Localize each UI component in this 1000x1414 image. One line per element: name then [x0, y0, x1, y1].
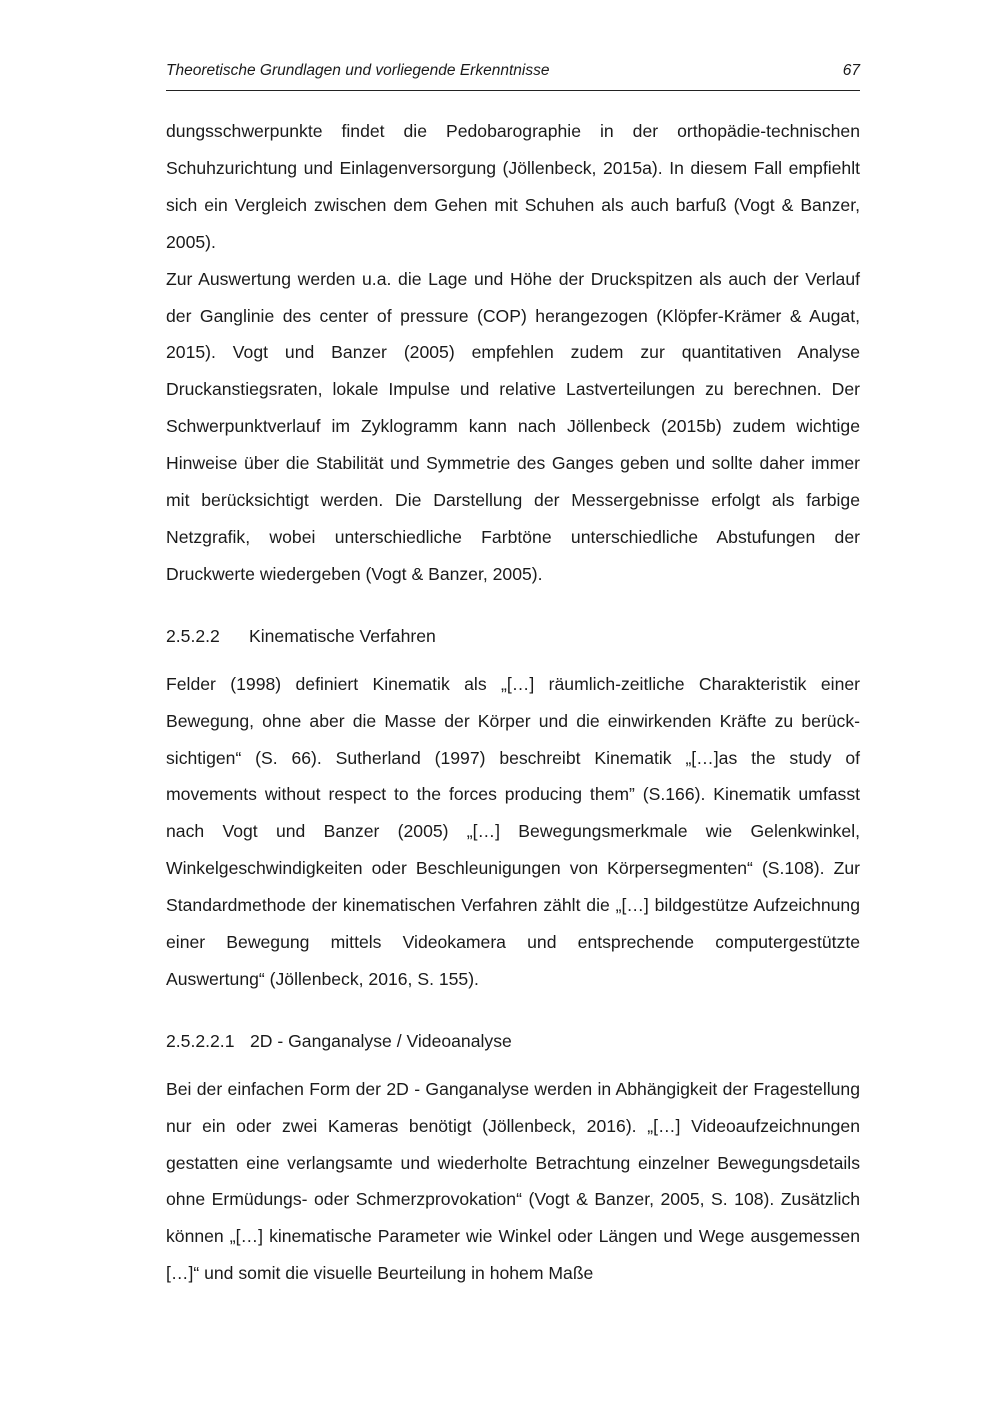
- running-header-title: Theoretische Grundlagen und vorliegende Erkenntnisse: [166, 62, 550, 79]
- paragraph-pedobarographie: dungsschwerpunkte findet die Pedobarographie in der orthopädie-technischen Schuhzurichtung und Einlagenversorgung (Jöllenbeck, 2015a). In diesem Fall empfiehlt sich ein Vergleich zwischen dem Gehen mit Schuhen als auch barfuß (Vogt & Banzer, 2005).: [166, 121, 860, 252]
- subsection-title: 2D - Ganganalyse / Videoanalyse: [250, 1030, 512, 1051]
- paragraph-kinematik-definition: Felder (1998) definiert Kinematik als „[…] räumlich-zeitliche Charakteristik einer Bewegung, ohne aber die Masse der Körper und die einwirkenden Kräfte zu berücksichtigen“ (S. 66). Sutherland (1997) beschreibt Kinematik „[…]as the study of movements without respect to the forces producing them” (S.166). Kinematik umfasst nach Vogt und Banzer (2005) „[…] Bewegungsmerkmale wie Gelenkwinkel, Winkelgeschwindigkeiten oder Beschleunigungen von Körpersegmenten“ (S.108). Zur Standardmethode der kinematischen Verfahren zählt die „[…] bildgestütze Aufzeichnung einer Bewegung mittels Videokamera und entsprechende computergestützte Auswertung“ (Jöllenbeck, 2016, S. 155).: [166, 673, 860, 989]
- section-heading-kinematische-verfahren: [166, 618, 860, 655]
- section-heading-2d-ganganalyse: [166, 1023, 860, 1060]
- section-number: 2.5.2.2: [166, 625, 220, 646]
- page-header: [166, 58, 860, 91]
- paragraph-2d-ganganalyse: Bei der einfachen Form der 2D - Ganganalyse werden in Abhängigkeit der Fragestellung nur ein oder zwei Kameras benötigt (Jöllenbeck, 2016). „[…] Videoaufzeichnungen gestatten eine verlangsamte und wiederholte Betrachtung einzelner Bewegungsdetails ohne Ermüdungs- oder Schmerzprovokation“ (Vogt & Banzer, 2005, S. 108). Zusätzlich können „[…] kinematische Parameter wie Winkel oder Längen und Wege ausgemessen […]“ und somit die visuelle Beurteilung in hohem Maße: [166, 1078, 860, 1284]
- paragraph-auswertung: Zur Auswertung werden u.a. die Lage und Höhe der Druckspitzen als auch der Verlauf der Ganglinie des center of pressure (COP) herangezogen (Klöpfer-Krämer & Augat, 2015). Vogt und Banzer (2005) empfehlen zudem zur quantitativen Analyse Druckanstiegsraten, lokale Impulse und relative Lastverteilungen zu berechnen. Der Schwerpunktverlauf im Zyklogramm kann nach Jöllenbeck (2015b) zudem wichtige Hinweise über die Stabilität und Symmetrie des Ganges geben und sollte daher immer mit berücksichtigt werden. Die Darstellung der Messergebnisse erfolgt als farbige Netzgrafik, wobei unterschiedliche Farbtöne unterschiedliche Abstufungen der Druckwerte wiedergeben (Vogt & Banzer, 2005).: [166, 268, 860, 584]
- page-body: [166, 113, 860, 1292]
- section-title: Kinematische Verfahren: [249, 625, 436, 646]
- subsection-number: 2.5.2.2.1: [166, 1030, 235, 1051]
- page-number: 67: [842, 62, 860, 79]
